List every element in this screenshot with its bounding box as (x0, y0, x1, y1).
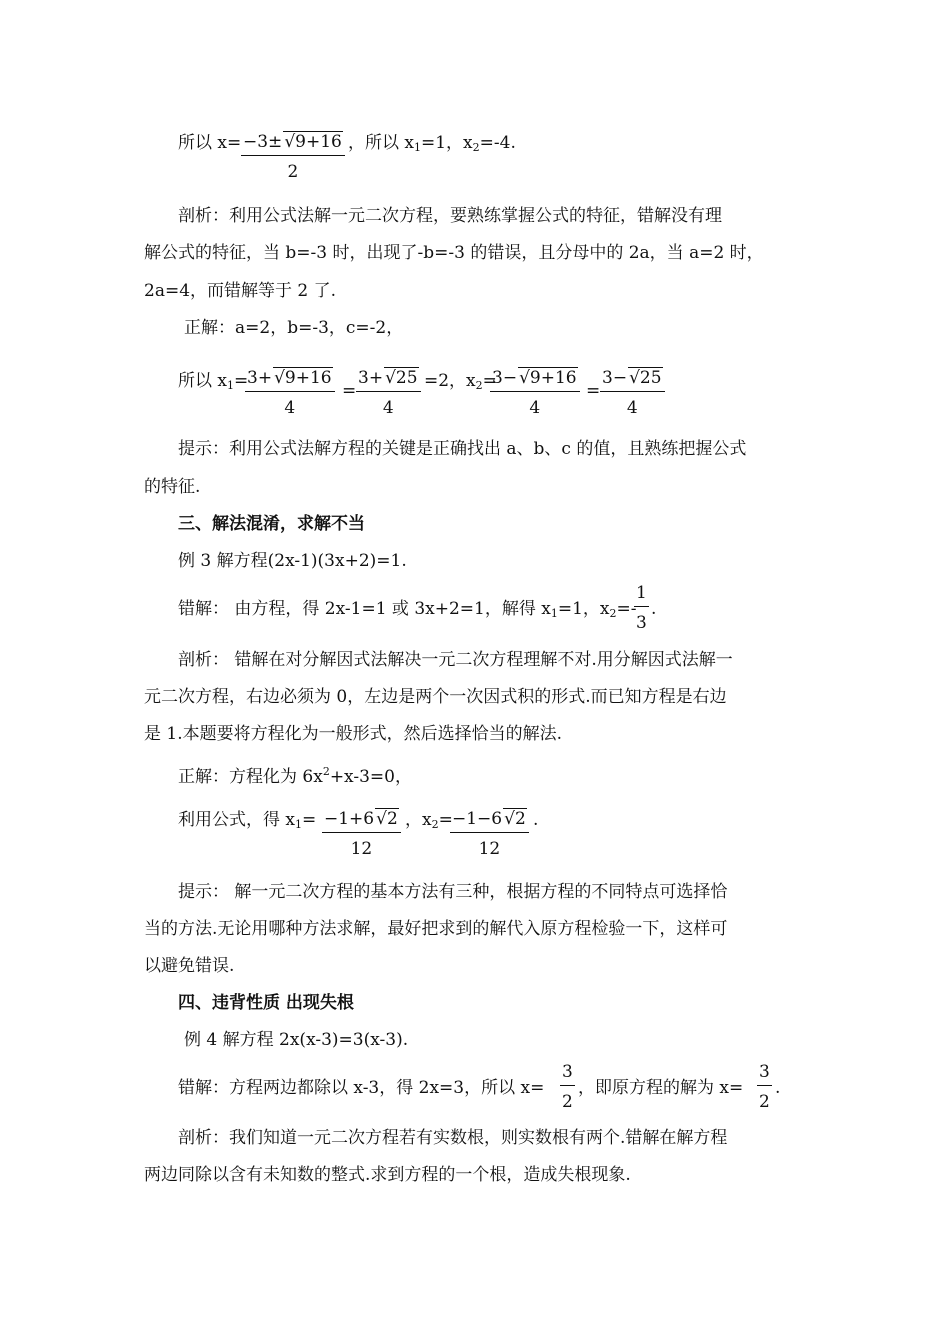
radical: √2 (504, 809, 526, 829)
numerator: 3 (560, 1062, 575, 1086)
t: 正解：方程化为 6x (178, 767, 323, 787)
sub: 1 (414, 141, 421, 154)
radicand: 25 (639, 368, 662, 388)
para-line: 正解：a=2，b=-3，c=-2， (184, 318, 404, 338)
denominator: 3 (636, 613, 647, 633)
radicand: 25 (395, 368, 418, 388)
para-line: 是 1.本题要将方程化为一般形式，然后选择恰当的解法. (144, 724, 563, 744)
t: 利用公式，得 x (178, 810, 295, 830)
t: ，所以 x (348, 133, 414, 153)
radicand: 2 (514, 809, 526, 829)
denominator: 2 (287, 162, 299, 182)
para-line (178, 762, 412, 787)
equals: = (342, 381, 357, 401)
sub: 1 (227, 379, 234, 392)
denominator: 4 (626, 398, 638, 418)
numerator: −3± (243, 132, 283, 152)
denominator: 4 (382, 398, 394, 418)
fraction (757, 1062, 772, 1112)
radical: √25 (629, 368, 662, 388)
text (405, 810, 453, 835)
para-line: 解公式的特征，当 b=-3 时，出现了-b=-3 的错误，且分母中的 2a，当 a=2 时， (144, 243, 764, 263)
t: 错解： 由方程，得 2x-1=1 或 3x+2=1，解得 x (178, 599, 551, 619)
radicand: 9+16 (284, 368, 332, 388)
text (178, 599, 637, 624)
radical: √9+16 (274, 368, 332, 388)
para-line: 剖析：我们知道一元二次方程若有实数根，则实数根有两个.错解在解方程 (178, 1128, 728, 1148)
fraction (634, 583, 649, 633)
fraction (245, 367, 335, 418)
section-heading: 四、违背性质 出现失根 (178, 993, 354, 1013)
radicand: 9+16 (529, 368, 577, 388)
t: = (234, 371, 249, 391)
text (424, 371, 497, 396)
t: = (302, 810, 317, 830)
para-line: 两边同除以含有未知数的整式.求到方程的一个根，造成失根现象. (144, 1165, 631, 1185)
t: =- (616, 599, 637, 619)
t: = (482, 371, 497, 391)
text (178, 371, 248, 396)
para-line: 提示：利用公式法解方程的关键是正确找出 a、b、c 的值，且熟练把握公式 (178, 439, 747, 459)
para-line: 剖析：利用公式法解一元二次方程，要熟练掌握公式的特征，错解没有理 (178, 206, 722, 226)
n: −1−6 (452, 809, 503, 829)
fraction (322, 808, 401, 859)
text: 错解：方程两边都除以 x-3，得 2x=3，所以 x= (178, 1078, 545, 1098)
text (348, 133, 516, 158)
fraction (560, 1062, 575, 1112)
n: −1+6 (324, 809, 375, 829)
radicand: 9+16 (295, 132, 342, 152)
n: 3− (492, 368, 518, 388)
para-line: 剖析： 错解在对分解因式法解决一元二次方程理解不对.用分解因式法解一 (178, 650, 733, 670)
para-line: 当的方法.无论用哪种方法求解，最好把求到的解代入原方程检验一下，这样可 (144, 919, 728, 939)
sub: 2 (431, 818, 439, 831)
sub: 1 (550, 607, 558, 620)
example-line: 例 4 解方程 2x(x-3)=3(x-3). (184, 1030, 409, 1050)
fraction (600, 367, 665, 418)
denominator: 12 (350, 839, 373, 859)
text: ，即原方程的解为 x= (578, 1078, 744, 1098)
t: +x-3=0， (329, 767, 412, 787)
n: 3− (602, 368, 628, 388)
t: . (533, 810, 539, 830)
denominator: 4 (284, 398, 296, 418)
text (178, 810, 316, 835)
numerator: 1 (634, 583, 649, 607)
para-line: 的特征. (144, 477, 201, 497)
radical: √2 (376, 809, 398, 829)
n: 3+ (358, 368, 384, 388)
numerator: 3 (757, 1062, 772, 1086)
sub: 2 (472, 141, 480, 154)
denominator: 12 (478, 839, 501, 859)
para-line: 提示： 解一元二次方程的基本方法有三种，根据方程的不同特点可选择恰 (178, 882, 728, 902)
text: 所以 x= (178, 133, 242, 153)
t: = (438, 810, 453, 830)
equals: = (586, 381, 601, 401)
denominator: 2 (759, 1092, 770, 1112)
sub: 1 (295, 818, 302, 831)
para-line: 以避免错误. (144, 956, 235, 976)
t: 所以 x (178, 371, 227, 391)
radicand: 2 (386, 809, 398, 829)
para-line: 元二次方程，右边必须为 0，左边是两个一次因式积的形式.而已知方程是右边 (144, 687, 727, 707)
n: 3+ (247, 368, 273, 388)
fraction (356, 367, 421, 418)
fraction (241, 131, 345, 182)
radical: √25 (385, 368, 418, 388)
para-line: 2a=4，而错解等于 2 了. (144, 281, 337, 301)
t: =2，x (424, 371, 476, 391)
fraction (490, 367, 580, 418)
sub: 2 (475, 379, 483, 392)
t: . (651, 599, 657, 619)
text: . (775, 1078, 781, 1098)
section-heading: 三、解法混淆，求解不当 (178, 514, 365, 534)
example-line: 例 3 解方程(2x-1)(3x+2)=1. (178, 551, 407, 571)
t: =1，x (557, 599, 610, 619)
sub: 2 (609, 607, 617, 620)
denominator: 2 (562, 1092, 573, 1112)
denominator: 4 (529, 398, 541, 418)
sup: 2 (322, 765, 330, 778)
t: =-4. (479, 133, 516, 153)
fraction (450, 808, 529, 859)
radical: √9+16 (519, 368, 577, 388)
t: ，x (405, 810, 432, 830)
t: =1，x (421, 133, 473, 153)
radical: √9+16 (284, 132, 342, 152)
